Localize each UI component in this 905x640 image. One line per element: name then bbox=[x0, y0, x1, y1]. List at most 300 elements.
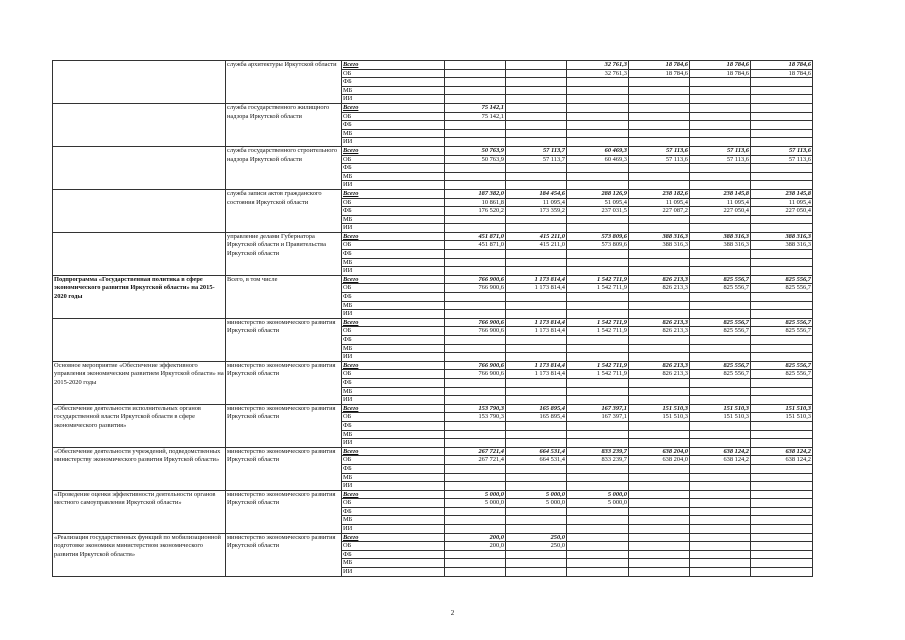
program-name-cell bbox=[53, 146, 226, 189]
amount-cell bbox=[567, 293, 629, 302]
amount-cell bbox=[567, 516, 629, 525]
amount-cell bbox=[567, 172, 629, 181]
amount-cell bbox=[629, 164, 690, 173]
amount-cell bbox=[506, 61, 567, 70]
funding-source-cell: Всего bbox=[342, 189, 445, 198]
amount-cell bbox=[751, 568, 813, 577]
amount-cell bbox=[690, 310, 751, 319]
amount-cell bbox=[690, 293, 751, 302]
amount-cell bbox=[690, 267, 751, 276]
amount-cell bbox=[629, 439, 690, 448]
amount-cell bbox=[445, 525, 506, 534]
amount-cell bbox=[690, 439, 751, 448]
amount-cell bbox=[445, 310, 506, 319]
amount-cell: 250,0 bbox=[506, 542, 567, 551]
funding-source-cell: МБ bbox=[342, 516, 445, 525]
amount-cell bbox=[690, 138, 751, 147]
amount-cell bbox=[690, 421, 751, 430]
amount-cell: 5 000,0 bbox=[567, 499, 629, 508]
amount-cell bbox=[506, 559, 567, 568]
amount-cell bbox=[629, 250, 690, 259]
amount-cell bbox=[567, 258, 629, 267]
amount-cell bbox=[506, 103, 567, 112]
amount-cell: 167 397,1 bbox=[567, 413, 629, 422]
amount-cell: 826 213,3 bbox=[629, 370, 690, 379]
amount-cell bbox=[629, 421, 690, 430]
amount-cell: 664 531,4 bbox=[506, 456, 567, 465]
funding-source-cell: Всего bbox=[342, 404, 445, 413]
funding-source-cell: ФБ bbox=[342, 378, 445, 387]
funding-source-cell: ФБ bbox=[342, 336, 445, 345]
amount-cell bbox=[567, 224, 629, 233]
amount-cell: 250,0 bbox=[506, 533, 567, 542]
funding-source-cell: ФБ bbox=[342, 164, 445, 173]
amount-cell bbox=[751, 421, 813, 430]
funding-source-cell: МБ bbox=[342, 86, 445, 95]
amount-cell: 151 510,3 bbox=[690, 413, 751, 422]
amount-cell bbox=[567, 301, 629, 310]
amount-cell bbox=[445, 293, 506, 302]
amount-cell bbox=[506, 550, 567, 559]
funding-source-cell: ОБ bbox=[342, 198, 445, 207]
amount-cell bbox=[690, 86, 751, 95]
amount-cell: 151 510,3 bbox=[690, 404, 751, 413]
amount-cell bbox=[629, 559, 690, 568]
amount-cell bbox=[751, 464, 813, 473]
amount-cell bbox=[751, 533, 813, 542]
funding-source-cell: ИИ bbox=[342, 224, 445, 233]
amount-cell: 573 809,6 bbox=[567, 232, 629, 241]
table-row bbox=[53, 146, 813, 155]
amount-cell bbox=[567, 464, 629, 473]
amount-cell bbox=[751, 310, 813, 319]
amount-cell: 60 469,3 bbox=[567, 146, 629, 155]
amount-cell: 151 510,3 bbox=[629, 413, 690, 422]
amount-cell bbox=[567, 439, 629, 448]
executor-cell: министерство экономического развития Иркутской области bbox=[226, 533, 342, 576]
amount-cell: 638 204,0 bbox=[629, 447, 690, 456]
amount-cell bbox=[629, 396, 690, 405]
amount-cell bbox=[629, 473, 690, 482]
amount-cell bbox=[751, 499, 813, 508]
amount-cell bbox=[751, 267, 813, 276]
funding-source-cell: ОБ bbox=[342, 284, 445, 293]
amount-cell bbox=[751, 550, 813, 559]
funding-source-cell: Всего bbox=[342, 232, 445, 241]
amount-cell: 267 721,4 bbox=[445, 456, 506, 465]
amount-cell bbox=[629, 482, 690, 491]
amount-cell bbox=[690, 525, 751, 534]
table-row bbox=[53, 275, 813, 284]
funding-source-cell: ОБ bbox=[342, 499, 445, 508]
funding-source-cell: ФБ bbox=[342, 78, 445, 87]
funding-source-cell: ФБ bbox=[342, 293, 445, 302]
amount-cell bbox=[629, 344, 690, 353]
program-name-cell bbox=[53, 232, 226, 275]
amount-cell bbox=[690, 121, 751, 130]
amount-cell bbox=[690, 507, 751, 516]
amount-cell: 11 095,4 bbox=[506, 198, 567, 207]
amount-cell bbox=[445, 387, 506, 396]
funding-source-cell: МБ bbox=[342, 215, 445, 224]
amount-cell: 57 113,6 bbox=[629, 155, 690, 164]
funding-source-cell: ОБ bbox=[342, 327, 445, 336]
amount-cell bbox=[445, 172, 506, 181]
amount-cell: 1 173 814,4 bbox=[506, 284, 567, 293]
amount-cell: 825 556,7 bbox=[690, 327, 751, 336]
amount-cell bbox=[506, 215, 567, 224]
amount-cell bbox=[506, 69, 567, 78]
amount-cell: 227 050,4 bbox=[751, 207, 813, 216]
funding-source-cell: ИИ bbox=[342, 353, 445, 362]
executor-cell: служба архитектуры Иркутской области bbox=[226, 61, 342, 104]
page-number: 2 bbox=[450, 609, 455, 617]
amount-cell: 1 173 814,4 bbox=[506, 318, 567, 327]
amount-cell bbox=[506, 258, 567, 267]
funding-source-cell: ФБ bbox=[342, 421, 445, 430]
funding-source-cell: ИИ bbox=[342, 482, 445, 491]
amount-cell bbox=[506, 112, 567, 121]
amount-cell: 57 113,6 bbox=[751, 155, 813, 164]
amount-cell bbox=[751, 353, 813, 362]
amount-cell bbox=[506, 396, 567, 405]
amount-cell bbox=[629, 86, 690, 95]
funding-source-cell: ИИ bbox=[342, 439, 445, 448]
program-name-cell bbox=[53, 318, 226, 361]
executor-cell: служба государственного строительного надзора Иркутской области bbox=[226, 146, 342, 189]
table-row bbox=[53, 447, 813, 456]
executor-cell: министерство экономического развития Иркутской области bbox=[226, 447, 342, 490]
funding-source-cell: ИИ bbox=[342, 310, 445, 319]
amount-cell bbox=[629, 568, 690, 577]
amount-cell: 50 763,9 bbox=[445, 155, 506, 164]
funding-source-cell: Всего bbox=[342, 318, 445, 327]
amount-cell: 1 542 711,9 bbox=[567, 275, 629, 284]
amount-cell: 638 124,2 bbox=[751, 447, 813, 456]
amount-cell: 57 113,7 bbox=[506, 146, 567, 155]
amount-cell bbox=[445, 86, 506, 95]
amount-cell: 57 113,6 bbox=[629, 146, 690, 155]
amount-cell bbox=[567, 421, 629, 430]
amount-cell: 766 900,6 bbox=[445, 370, 506, 379]
amount-cell bbox=[629, 301, 690, 310]
amount-cell: 1 173 814,4 bbox=[506, 275, 567, 284]
amount-cell bbox=[690, 78, 751, 87]
amount-cell bbox=[445, 421, 506, 430]
amount-cell: 18 784,6 bbox=[751, 69, 813, 78]
amount-cell bbox=[506, 464, 567, 473]
amount-cell bbox=[690, 103, 751, 112]
amount-cell bbox=[751, 215, 813, 224]
amount-cell bbox=[751, 172, 813, 181]
funding-source-cell: Всего bbox=[342, 361, 445, 370]
amount-cell: 573 809,6 bbox=[567, 241, 629, 250]
budget-table-body bbox=[53, 61, 813, 577]
amount-cell: 18 784,6 bbox=[629, 69, 690, 78]
amount-cell bbox=[567, 387, 629, 396]
program-name-cell bbox=[53, 103, 226, 146]
amount-cell bbox=[445, 344, 506, 353]
funding-source-cell: ОБ bbox=[342, 69, 445, 78]
funding-source-cell: ФБ bbox=[342, 507, 445, 516]
amount-cell bbox=[445, 396, 506, 405]
amount-cell: 11 095,4 bbox=[690, 198, 751, 207]
amount-cell: 825 556,7 bbox=[690, 318, 751, 327]
amount-cell: 18 784,6 bbox=[690, 69, 751, 78]
amount-cell bbox=[751, 516, 813, 525]
amount-cell: 184 454,6 bbox=[506, 189, 567, 198]
amount-cell: 415 211,0 bbox=[506, 232, 567, 241]
amount-cell bbox=[445, 121, 506, 130]
amount-cell: 18 784,6 bbox=[690, 61, 751, 70]
amount-cell bbox=[506, 507, 567, 516]
amount-cell bbox=[445, 164, 506, 173]
amount-cell bbox=[751, 78, 813, 87]
amount-cell bbox=[567, 378, 629, 387]
amount-cell: 1 173 814,4 bbox=[506, 327, 567, 336]
amount-cell: 5 000,0 bbox=[445, 499, 506, 508]
amount-cell bbox=[629, 138, 690, 147]
amount-cell bbox=[506, 516, 567, 525]
amount-cell bbox=[629, 499, 690, 508]
amount-cell: 388 316,3 bbox=[690, 241, 751, 250]
amount-cell bbox=[445, 258, 506, 267]
amount-cell bbox=[506, 387, 567, 396]
amount-cell bbox=[629, 78, 690, 87]
amount-cell bbox=[567, 396, 629, 405]
amount-cell bbox=[751, 293, 813, 302]
table-row bbox=[53, 404, 813, 413]
amount-cell bbox=[567, 568, 629, 577]
amount-cell bbox=[506, 267, 567, 276]
amount-cell bbox=[629, 336, 690, 345]
amount-cell bbox=[690, 396, 751, 405]
amount-cell bbox=[751, 95, 813, 104]
funding-source-cell: ОБ bbox=[342, 241, 445, 250]
amount-cell: 766 900,6 bbox=[445, 327, 506, 336]
amount-cell: 826 213,3 bbox=[629, 284, 690, 293]
amount-cell bbox=[629, 172, 690, 181]
funding-source-cell: Всего bbox=[342, 146, 445, 155]
funding-source-cell: ОБ bbox=[342, 112, 445, 121]
amount-cell bbox=[567, 336, 629, 345]
program-name-cell bbox=[53, 189, 226, 232]
amount-cell bbox=[506, 224, 567, 233]
amount-cell bbox=[445, 250, 506, 259]
table-row bbox=[53, 361, 813, 370]
program-name-cell bbox=[53, 61, 226, 104]
amount-cell bbox=[445, 430, 506, 439]
amount-cell bbox=[506, 353, 567, 362]
amount-cell bbox=[629, 550, 690, 559]
amount-cell bbox=[445, 61, 506, 70]
amount-cell bbox=[506, 301, 567, 310]
amount-cell: 60 469,3 bbox=[567, 155, 629, 164]
amount-cell bbox=[751, 430, 813, 439]
funding-source-cell: МБ bbox=[342, 172, 445, 181]
amount-cell bbox=[445, 95, 506, 104]
amount-cell bbox=[445, 550, 506, 559]
funding-source-cell: Всего bbox=[342, 61, 445, 70]
program-name-cell: «Обеспечение деятельности исполнительных органов государственной власти Иркутской области в сфере экономического развития» bbox=[53, 404, 226, 447]
amount-cell bbox=[690, 353, 751, 362]
amount-cell: 5 000,0 bbox=[506, 499, 567, 508]
amount-cell bbox=[567, 164, 629, 173]
amount-cell bbox=[445, 507, 506, 516]
amount-cell bbox=[445, 224, 506, 233]
amount-cell: 51 095,4 bbox=[567, 198, 629, 207]
amount-cell bbox=[629, 507, 690, 516]
amount-cell bbox=[690, 533, 751, 542]
amount-cell bbox=[506, 378, 567, 387]
program-name-cell: Подпрограмма «Государственная политика в сфере экономического развития Иркутской области» на 2015-2020 годы bbox=[53, 275, 226, 318]
amount-cell bbox=[445, 301, 506, 310]
amount-cell: 57 113,6 bbox=[690, 146, 751, 155]
funding-source-cell: ИИ bbox=[342, 138, 445, 147]
executor-cell: министерство экономического развития Иркутской области bbox=[226, 490, 342, 533]
funding-source-cell: Всего bbox=[342, 490, 445, 499]
amount-cell bbox=[629, 103, 690, 112]
table-row bbox=[53, 189, 813, 198]
amount-cell: 1 542 711,9 bbox=[567, 284, 629, 293]
funding-source-cell: ИИ bbox=[342, 396, 445, 405]
table-row bbox=[53, 318, 813, 327]
amount-cell: 18 784,6 bbox=[629, 61, 690, 70]
amount-cell bbox=[751, 336, 813, 345]
amount-cell: 1 173 814,4 bbox=[506, 361, 567, 370]
amount-cell bbox=[629, 121, 690, 130]
amount-cell bbox=[567, 430, 629, 439]
funding-source-cell: ФБ bbox=[342, 121, 445, 130]
funding-source-cell: ОБ bbox=[342, 542, 445, 551]
amount-cell bbox=[690, 482, 751, 491]
amount-cell bbox=[445, 482, 506, 491]
amount-cell bbox=[690, 95, 751, 104]
amount-cell bbox=[567, 112, 629, 121]
table-row bbox=[53, 232, 813, 241]
amount-cell bbox=[690, 215, 751, 224]
amount-cell bbox=[690, 568, 751, 577]
amount-cell: 415 211,0 bbox=[506, 241, 567, 250]
amount-cell bbox=[567, 525, 629, 534]
amount-cell bbox=[690, 473, 751, 482]
amount-cell: 57 113,6 bbox=[690, 155, 751, 164]
funding-source-cell: ФБ bbox=[342, 464, 445, 473]
amount-cell: 451 871,0 bbox=[445, 241, 506, 250]
amount-cell bbox=[445, 559, 506, 568]
amount-cell bbox=[629, 378, 690, 387]
table-row bbox=[53, 490, 813, 499]
funding-source-cell: ОБ bbox=[342, 155, 445, 164]
amount-cell bbox=[629, 95, 690, 104]
funding-source-cell: ФБ bbox=[342, 207, 445, 216]
program-name-cell: Основное мероприятие «Обеспечение эффективного управления экономическим развитием Иркутской области» на 2015-2020 годы bbox=[53, 361, 226, 404]
amount-cell: 766 900,6 bbox=[445, 318, 506, 327]
amount-cell bbox=[751, 387, 813, 396]
amount-cell bbox=[506, 310, 567, 319]
amount-cell bbox=[445, 267, 506, 276]
amount-cell bbox=[629, 181, 690, 190]
amount-cell bbox=[690, 172, 751, 181]
amount-cell: 187 382,0 bbox=[445, 189, 506, 198]
amount-cell: 388 316,3 bbox=[690, 232, 751, 241]
amount-cell bbox=[445, 473, 506, 482]
amount-cell bbox=[567, 267, 629, 276]
amount-cell bbox=[690, 378, 751, 387]
executor-cell: министерство экономического развития Иркутской области bbox=[226, 404, 342, 447]
funding-source-cell: Всего bbox=[342, 533, 445, 542]
amount-cell: 451 871,0 bbox=[445, 232, 506, 241]
amount-cell bbox=[445, 129, 506, 138]
amount-cell bbox=[567, 103, 629, 112]
amount-cell bbox=[567, 181, 629, 190]
amount-cell: 766 900,6 bbox=[445, 361, 506, 370]
amount-cell bbox=[629, 293, 690, 302]
amount-cell bbox=[629, 490, 690, 499]
funding-source-cell: Всего bbox=[342, 447, 445, 456]
amount-cell bbox=[751, 301, 813, 310]
funding-source-cell: МБ bbox=[342, 129, 445, 138]
amount-cell bbox=[567, 95, 629, 104]
amount-cell bbox=[751, 507, 813, 516]
amount-cell bbox=[751, 378, 813, 387]
amount-cell: 18 784,6 bbox=[751, 61, 813, 70]
amount-cell: 388 316,3 bbox=[751, 232, 813, 241]
amount-cell bbox=[506, 164, 567, 173]
amount-cell bbox=[690, 490, 751, 499]
funding-source-cell: МБ bbox=[342, 258, 445, 267]
amount-cell: 75 142,1 bbox=[445, 112, 506, 121]
amount-cell bbox=[567, 215, 629, 224]
amount-cell bbox=[690, 129, 751, 138]
amount-cell bbox=[751, 482, 813, 491]
amount-cell: 153 790,3 bbox=[445, 413, 506, 422]
table-row bbox=[53, 103, 813, 112]
amount-cell bbox=[690, 464, 751, 473]
amount-cell bbox=[751, 181, 813, 190]
amount-cell bbox=[751, 86, 813, 95]
amount-cell bbox=[690, 550, 751, 559]
amount-cell bbox=[506, 172, 567, 181]
budget-table bbox=[52, 60, 813, 577]
amount-cell: 766 900,6 bbox=[445, 284, 506, 293]
funding-source-cell: МБ bbox=[342, 473, 445, 482]
amount-cell: 176 520,2 bbox=[445, 207, 506, 216]
amount-cell: 267 721,4 bbox=[445, 447, 506, 456]
amount-cell bbox=[445, 353, 506, 362]
amount-cell bbox=[690, 559, 751, 568]
amount-cell: 1 173 814,4 bbox=[506, 370, 567, 379]
amount-cell bbox=[506, 482, 567, 491]
amount-cell: 638 124,2 bbox=[751, 456, 813, 465]
amount-cell bbox=[751, 473, 813, 482]
amount-cell bbox=[445, 215, 506, 224]
amount-cell: 825 556,7 bbox=[690, 361, 751, 370]
funding-source-cell: МБ bbox=[342, 430, 445, 439]
amount-cell bbox=[751, 138, 813, 147]
amount-cell: 288 126,9 bbox=[567, 189, 629, 198]
amount-cell bbox=[445, 464, 506, 473]
amount-cell: 165 895,4 bbox=[506, 404, 567, 413]
amount-cell bbox=[567, 344, 629, 353]
amount-cell bbox=[445, 181, 506, 190]
amount-cell bbox=[690, 430, 751, 439]
amount-cell bbox=[629, 129, 690, 138]
amount-cell: 75 142,1 bbox=[445, 103, 506, 112]
amount-cell: 388 316,3 bbox=[751, 241, 813, 250]
executor-cell: управление делами Губернатора Иркутской области и Правительства Иркутской области bbox=[226, 232, 342, 275]
amount-cell bbox=[567, 507, 629, 516]
